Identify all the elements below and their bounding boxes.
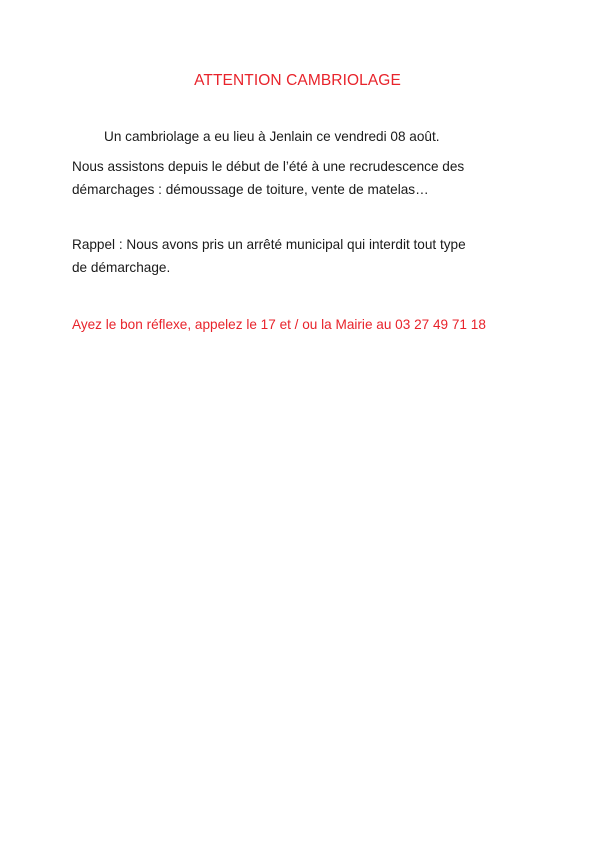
- notice-line-1: Un cambriolage a eu lieu à Jenlain ce vendredi 08 août.: [104, 129, 440, 144]
- reminder-line-2: de démarchage.: [72, 260, 171, 275]
- page-title: ATTENTION CAMBRIOLAGE: [194, 72, 401, 89]
- notice-line-2: Nous assistons depuis le début de l’été à une recrudescence des: [72, 159, 465, 174]
- reminder-line-1: Rappel : Nous avons pris un arrêté municipal qui interdit tout type: [72, 237, 466, 252]
- call-to-action-line: Ayez le bon réflexe, appelez le 17 et / ou la Mairie au 03 27 49 71 18: [72, 317, 486, 332]
- notice-line-3: démarchages : démoussage de toiture, vente de matelas…: [72, 182, 429, 197]
